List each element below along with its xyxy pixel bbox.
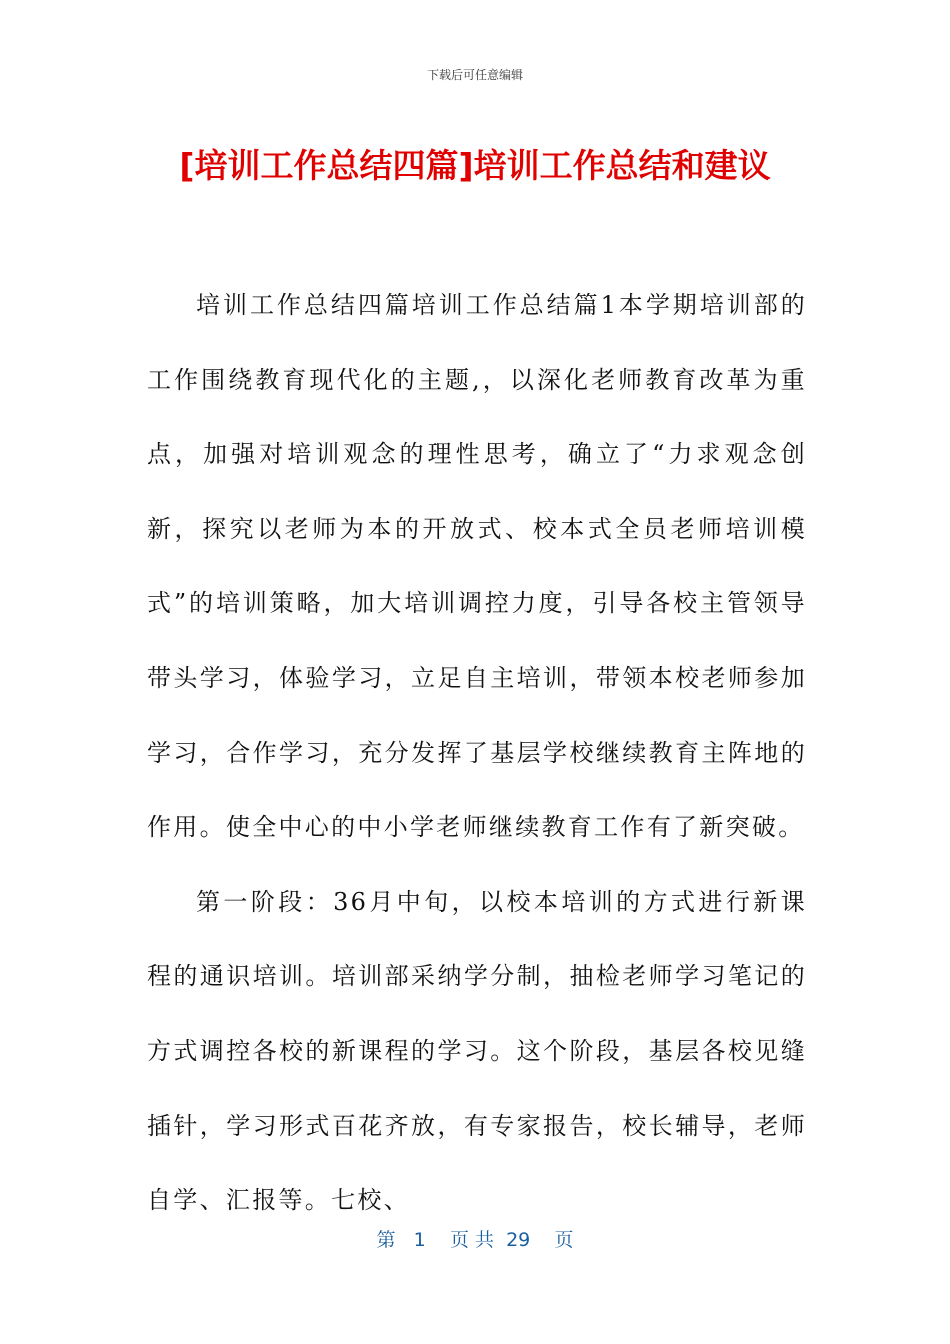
paragraph-1: 培训工作总结四篇培训工作总结篇1本学期培训部的工作围绕教育现代化的主题,，以深化老师教育改革为重点，加强对培训观念的理性思考，确立了“力求观念创新，探究以老师为本的开放式、校本式全员老师培训模式”的培训策略，加大培训调控力度，引导各校主管领导带头学习，体验学习，立足自主培训，带领本校老师参加学习，合作学习，充分发挥了基层学校继续教育主阵地的作用。使全中心的中小学老师继续教育工作有了新突破。 [147,291,807,842]
footer-middle: 页 共 [449,1229,494,1251]
footer-suffix: 页 [554,1229,574,1251]
document-title: [培训工作总结四篇]培训工作总结和建议 [179,146,771,185]
header-note: 下载后可任意编辑 [426,68,523,82]
paragraph-2: 第一阶段：36月中旬，以校本培训的方式进行新课程的通识培训。培训部采纳学分制，抽检老师学习笔记的方式调控各校的新课程的学习。这个阶段，基层各校见缝插针，学习形式百花齐放，有专家报告，校长辅导，老师自学、汇报等。七校、 [147,887,807,1215]
current-page-number: 1 [413,1229,426,1251]
total-pages-number: 29 [506,1229,531,1251]
document-body [147,268,807,1238]
page-footer [0,1225,950,1252]
footer-prefix: 第 [376,1229,396,1251]
